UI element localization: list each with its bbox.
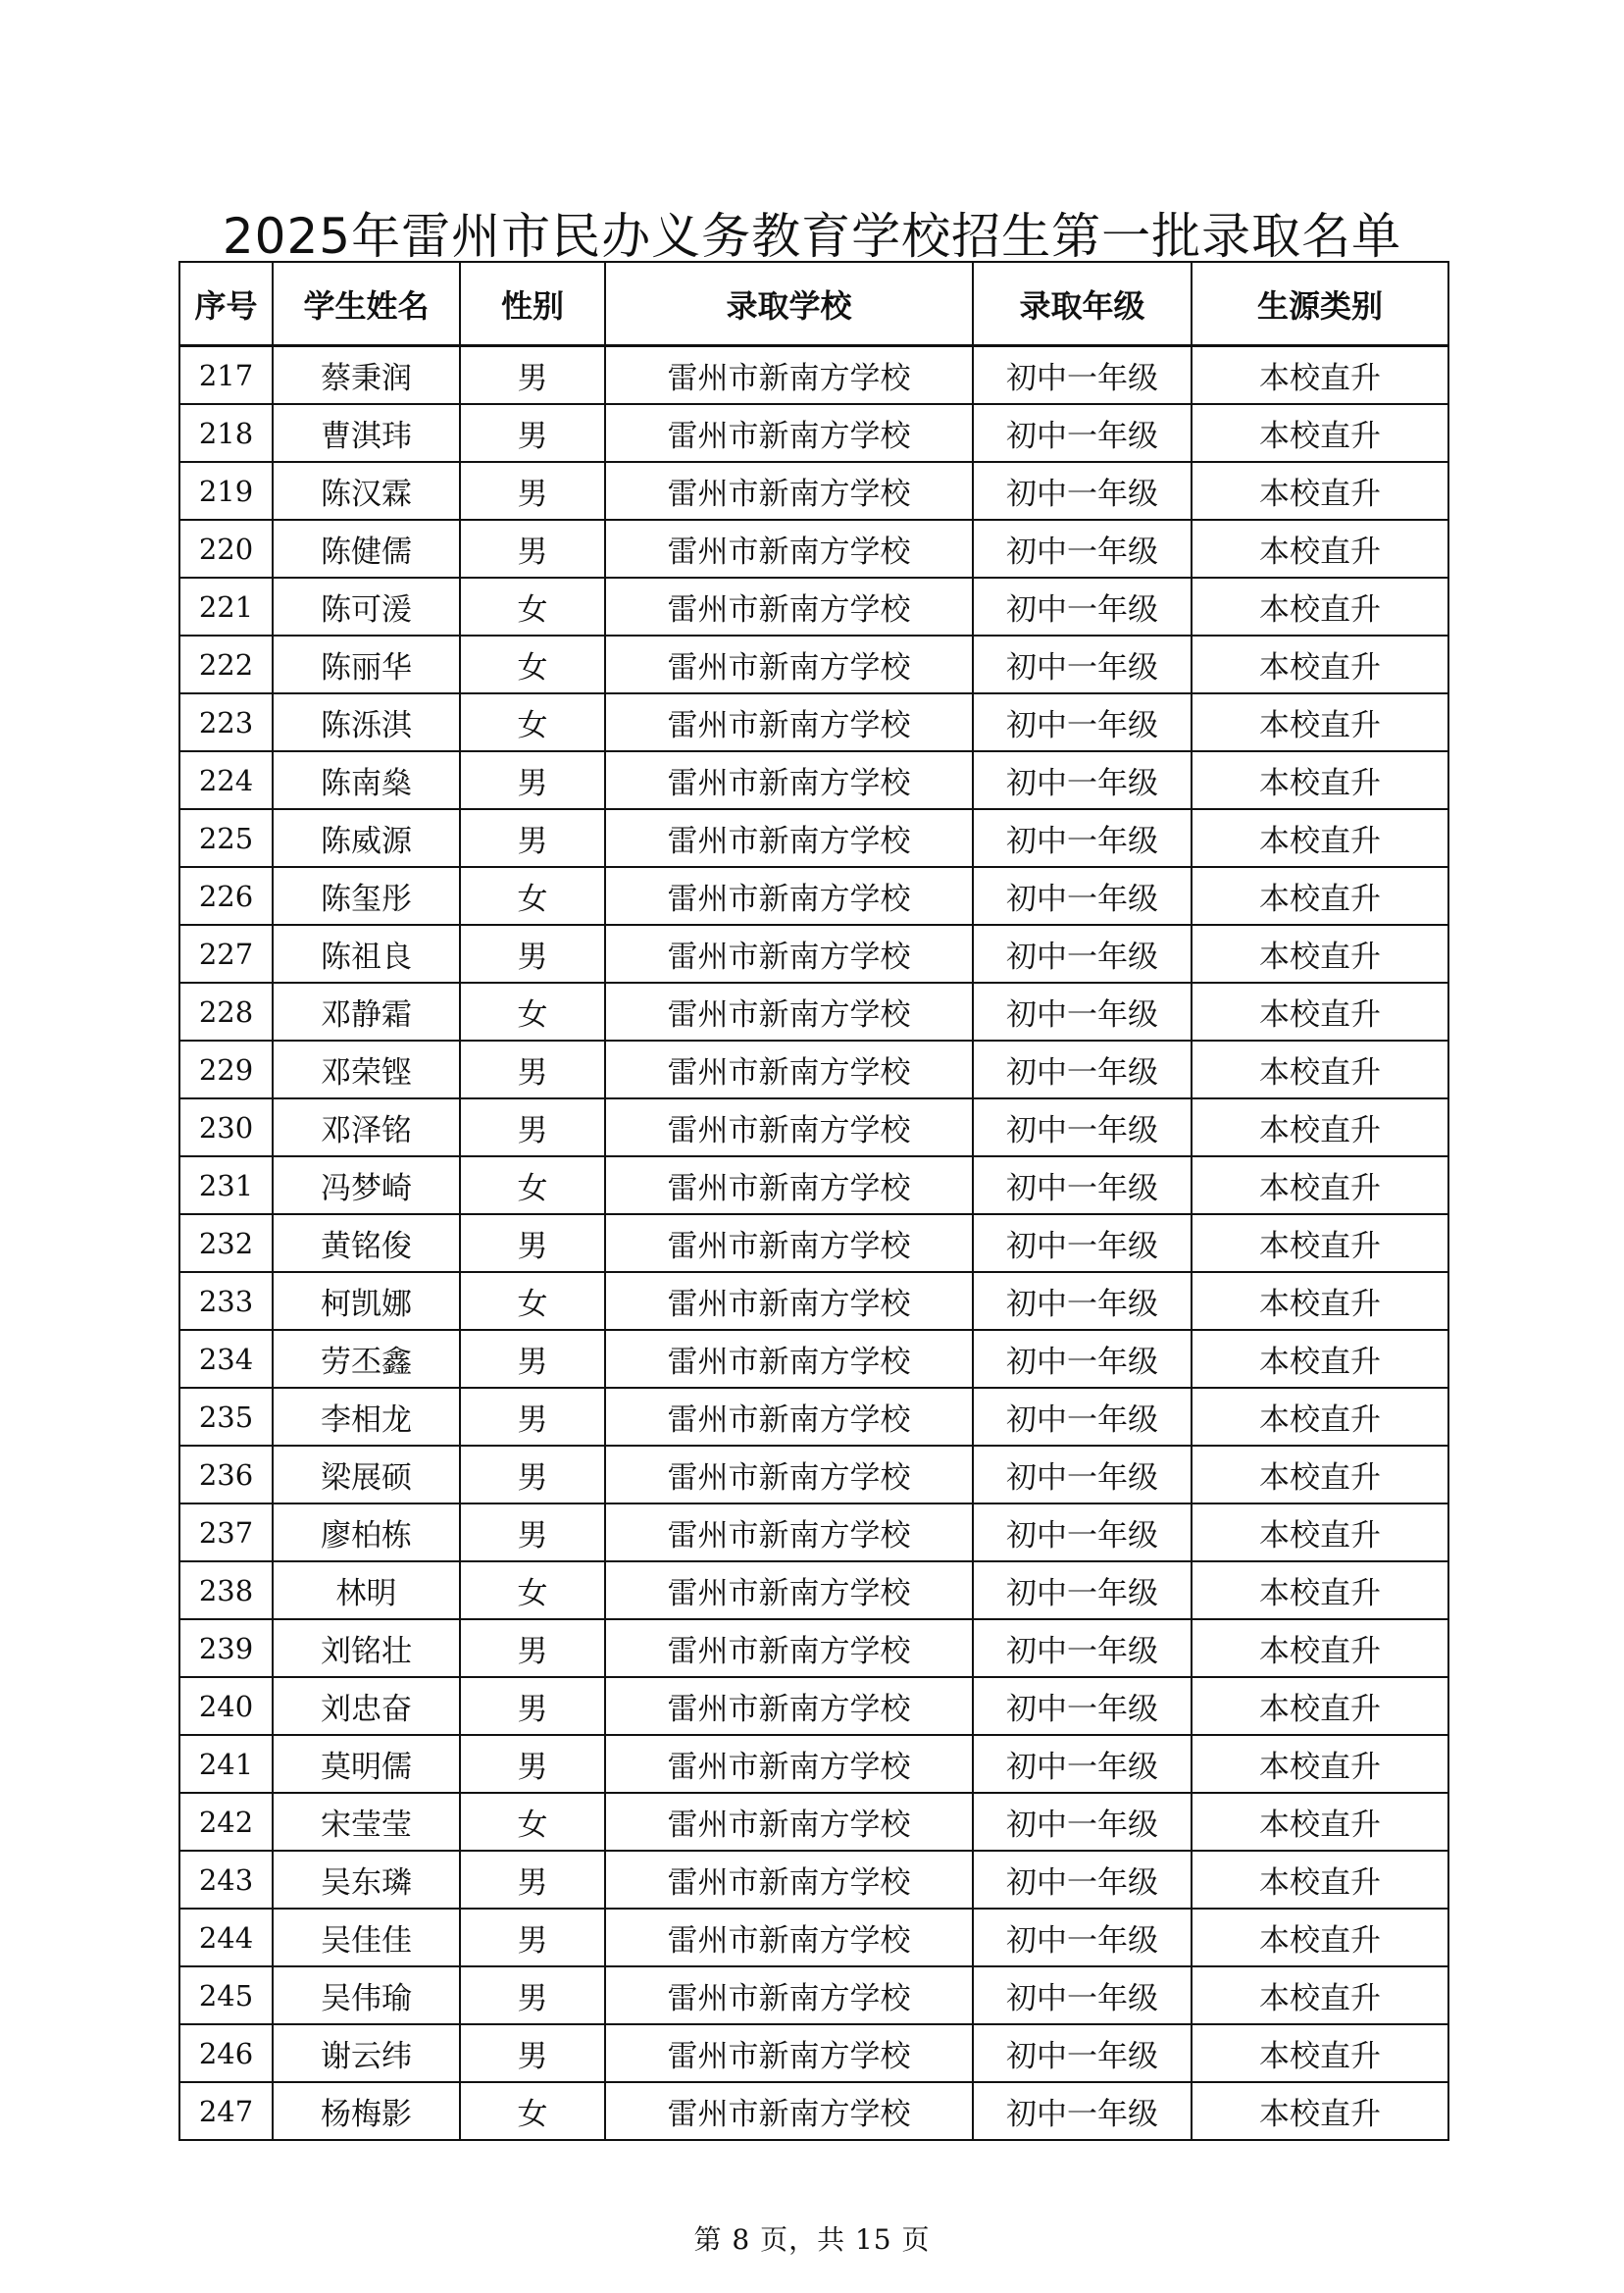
page-footer: 第 8 页，共 15 页 [693, 2223, 931, 2256]
student-name-cell: 刘铭壮 [273, 1619, 460, 1677]
serial-number-cell: 217 [179, 346, 273, 405]
admission-table [178, 261, 1449, 2141]
school-cell: 雷州市新南方学校 [605, 520, 973, 578]
student-name-cell: 吴东璘 [273, 1851, 460, 1909]
serial-number-cell: 231 [179, 1156, 273, 1214]
source-category-cell: 本校直升 [1192, 1446, 1448, 1503]
student-name-cell: 陈健儒 [273, 520, 460, 578]
grade-cell: 初中一年级 [973, 693, 1192, 751]
gender-cell: 男 [460, 1619, 605, 1677]
table-row [179, 751, 1448, 809]
school-cell: 雷州市新南方学校 [605, 1388, 973, 1446]
table-row [179, 1677, 1448, 1735]
header-student-name: 学生姓名 [273, 262, 460, 346]
page-title: 2025年雷州市民办义务教育学校招生第一批录取名单 [222, 207, 1402, 265]
school-cell: 雷州市新南方学校 [605, 1098, 973, 1156]
serial-number-cell: 225 [179, 809, 273, 867]
source-category-cell: 本校直升 [1192, 1851, 1448, 1909]
gender-cell: 男 [460, 462, 605, 520]
student-name-cell: 邓荣铿 [273, 1041, 460, 1098]
table-row [179, 1041, 1448, 1098]
school-cell: 雷州市新南方学校 [605, 1446, 973, 1503]
student-name-cell: 曹淇玮 [273, 404, 460, 462]
header-gender: 性别 [460, 262, 605, 346]
source-category-cell: 本校直升 [1192, 462, 1448, 520]
source-category-cell: 本校直升 [1192, 867, 1448, 925]
school-cell: 雷州市新南方学校 [605, 462, 973, 520]
gender-cell: 男 [460, 404, 605, 462]
school-cell: 雷州市新南方学校 [605, 1735, 973, 1793]
school-cell: 雷州市新南方学校 [605, 1561, 973, 1619]
serial-number-cell: 240 [179, 1677, 273, 1735]
table-row [179, 462, 1448, 520]
source-category-cell: 本校直升 [1192, 1041, 1448, 1098]
serial-number-cell: 234 [179, 1330, 273, 1388]
serial-number-cell: 227 [179, 925, 273, 983]
source-category-cell: 本校直升 [1192, 1388, 1448, 1446]
school-cell: 雷州市新南方学校 [605, 809, 973, 867]
table-row [179, 1966, 1448, 2024]
table-row [179, 983, 1448, 1041]
school-cell: 雷州市新南方学校 [605, 1619, 973, 1677]
student-name-cell: 吴伟瑜 [273, 1966, 460, 2024]
serial-number-cell: 238 [179, 1561, 273, 1619]
serial-number-cell: 218 [179, 404, 273, 462]
grade-cell: 初中一年级 [973, 1735, 1192, 1793]
gender-cell: 女 [460, 636, 605, 693]
serial-number-cell: 229 [179, 1041, 273, 1098]
grade-cell: 初中一年级 [973, 983, 1192, 1041]
gender-cell: 女 [460, 867, 605, 925]
gender-cell: 女 [460, 2082, 605, 2140]
gender-cell: 男 [460, 2024, 605, 2082]
serial-number-cell: 226 [179, 867, 273, 925]
grade-cell: 初中一年级 [973, 1793, 1192, 1851]
school-cell: 雷州市新南方学校 [605, 346, 973, 405]
school-cell: 雷州市新南方学校 [605, 867, 973, 925]
source-category-cell: 本校直升 [1192, 693, 1448, 751]
grade-cell: 初中一年级 [973, 1214, 1192, 1272]
table-row [179, 1503, 1448, 1561]
gender-cell: 男 [460, 1214, 605, 1272]
source-category-cell: 本校直升 [1192, 1909, 1448, 1966]
table-row [179, 1735, 1448, 1793]
gender-cell: 男 [460, 346, 605, 405]
source-category-cell: 本校直升 [1192, 1272, 1448, 1330]
student-name-cell: 陈威源 [273, 809, 460, 867]
serial-number-cell: 220 [179, 520, 273, 578]
grade-cell: 初中一年级 [973, 2082, 1192, 2140]
gender-cell: 男 [460, 809, 605, 867]
table-row [179, 809, 1448, 867]
source-category-cell: 本校直升 [1192, 925, 1448, 983]
gender-cell: 男 [460, 1503, 605, 1561]
serial-number-cell: 245 [179, 1966, 273, 2024]
table-row [179, 1156, 1448, 1214]
source-category-cell: 本校直升 [1192, 809, 1448, 867]
grade-cell: 初中一年级 [973, 578, 1192, 636]
serial-number-cell: 224 [179, 751, 273, 809]
school-cell: 雷州市新南方学校 [605, 983, 973, 1041]
school-cell: 雷州市新南方学校 [605, 1851, 973, 1909]
grade-cell: 初中一年级 [973, 925, 1192, 983]
table-row [179, 1330, 1448, 1388]
table-row [179, 1851, 1448, 1909]
source-category-cell: 本校直升 [1192, 2082, 1448, 2140]
student-name-cell: 吴佳佳 [273, 1909, 460, 1966]
serial-number-cell: 230 [179, 1098, 273, 1156]
gender-cell: 男 [460, 1041, 605, 1098]
serial-number-cell: 244 [179, 1909, 273, 1966]
table-row [179, 1909, 1448, 1966]
school-cell: 雷州市新南方学校 [605, 2024, 973, 2082]
school-cell: 雷州市新南方学校 [605, 1909, 973, 1966]
table-row [179, 1214, 1448, 1272]
source-category-cell: 本校直升 [1192, 1677, 1448, 1735]
grade-cell: 初中一年级 [973, 1330, 1192, 1388]
table-row [179, 1793, 1448, 1851]
table-row [179, 1561, 1448, 1619]
serial-number-cell: 247 [179, 2082, 273, 2140]
table-row [179, 1272, 1448, 1330]
school-cell: 雷州市新南方学校 [605, 693, 973, 751]
student-name-cell: 劳丕鑫 [273, 1330, 460, 1388]
serial-number-cell: 241 [179, 1735, 273, 1793]
header-serial-number: 序号 [179, 262, 273, 346]
student-name-cell: 李相龙 [273, 1388, 460, 1446]
student-name-cell: 陈南燊 [273, 751, 460, 809]
grade-cell: 初中一年级 [973, 1909, 1192, 1966]
grade-cell: 初中一年级 [973, 462, 1192, 520]
grade-cell: 初中一年级 [973, 1272, 1192, 1330]
grade-cell: 初中一年级 [973, 809, 1192, 867]
serial-number-cell: 223 [179, 693, 273, 751]
gender-cell: 男 [460, 520, 605, 578]
gender-cell: 男 [460, 1446, 605, 1503]
grade-cell: 初中一年级 [973, 1619, 1192, 1677]
source-category-cell: 本校直升 [1192, 1619, 1448, 1677]
student-name-cell: 陈泺淇 [273, 693, 460, 751]
source-category-cell: 本校直升 [1192, 578, 1448, 636]
table-header-row [179, 262, 1448, 346]
school-cell: 雷州市新南方学校 [605, 1677, 973, 1735]
student-name-cell: 陈丽华 [273, 636, 460, 693]
student-name-cell: 蔡秉润 [273, 346, 460, 405]
source-category-cell: 本校直升 [1192, 1735, 1448, 1793]
school-cell: 雷州市新南方学校 [605, 404, 973, 462]
gender-cell: 女 [460, 983, 605, 1041]
header-source-category: 生源类别 [1192, 262, 1448, 346]
gender-cell: 男 [460, 1098, 605, 1156]
school-cell: 雷州市新南方学校 [605, 751, 973, 809]
student-name-cell: 刘忠奋 [273, 1677, 460, 1735]
source-category-cell: 本校直升 [1192, 1214, 1448, 1272]
grade-cell: 初中一年级 [973, 1677, 1192, 1735]
gender-cell: 男 [460, 1909, 605, 1966]
school-cell: 雷州市新南方学校 [605, 1156, 973, 1214]
gender-cell: 男 [460, 1735, 605, 1793]
serial-number-cell: 235 [179, 1388, 273, 1446]
grade-cell: 初中一年级 [973, 1098, 1192, 1156]
student-name-cell: 冯梦崎 [273, 1156, 460, 1214]
table-row [179, 636, 1448, 693]
header-admitted-grade: 录取年级 [973, 262, 1192, 346]
source-category-cell: 本校直升 [1192, 1330, 1448, 1388]
serial-number-cell: 242 [179, 1793, 273, 1851]
serial-number-cell: 239 [179, 1619, 273, 1677]
student-name-cell: 邓泽铭 [273, 1098, 460, 1156]
gender-cell: 男 [460, 1677, 605, 1735]
grade-cell: 初中一年级 [973, 1388, 1192, 1446]
gender-cell: 女 [460, 578, 605, 636]
grade-cell: 初中一年级 [973, 1156, 1192, 1214]
source-category-cell: 本校直升 [1192, 1503, 1448, 1561]
table-row [179, 925, 1448, 983]
student-name-cell: 谢云纬 [273, 2024, 460, 2082]
gender-cell: 女 [460, 1272, 605, 1330]
source-category-cell: 本校直升 [1192, 1966, 1448, 2024]
school-cell: 雷州市新南方学校 [605, 1330, 973, 1388]
student-name-cell: 陈汉霖 [273, 462, 460, 520]
student-name-cell: 杨梅影 [273, 2082, 460, 2140]
table-row [179, 1619, 1448, 1677]
grade-cell: 初中一年级 [973, 1561, 1192, 1619]
student-name-cell: 陈祖良 [273, 925, 460, 983]
student-name-cell: 莫明儒 [273, 1735, 460, 1793]
school-cell: 雷州市新南方学校 [605, 1214, 973, 1272]
school-cell: 雷州市新南方学校 [605, 2082, 973, 2140]
school-cell: 雷州市新南方学校 [605, 1041, 973, 1098]
serial-number-cell: 233 [179, 1272, 273, 1330]
gender-cell: 女 [460, 1793, 605, 1851]
grade-cell: 初中一年级 [973, 1966, 1192, 2024]
gender-cell: 男 [460, 925, 605, 983]
table-row [179, 2082, 1448, 2140]
grade-cell: 初中一年级 [973, 346, 1192, 405]
grade-cell: 初中一年级 [973, 2024, 1192, 2082]
serial-number-cell: 246 [179, 2024, 273, 2082]
school-cell: 雷州市新南方学校 [605, 1272, 973, 1330]
source-category-cell: 本校直升 [1192, 2024, 1448, 2082]
table-row [179, 1098, 1448, 1156]
table-row [179, 1446, 1448, 1503]
student-name-cell: 邓静霜 [273, 983, 460, 1041]
serial-number-cell: 236 [179, 1446, 273, 1503]
table-body [179, 346, 1448, 2141]
source-category-cell: 本校直升 [1192, 636, 1448, 693]
school-cell: 雷州市新南方学校 [605, 1793, 973, 1851]
student-name-cell: 林明 [273, 1561, 460, 1619]
table-row [179, 346, 1448, 405]
table-row [179, 693, 1448, 751]
student-name-cell: 陈玺彤 [273, 867, 460, 925]
school-cell: 雷州市新南方学校 [605, 925, 973, 983]
gender-cell: 男 [460, 1966, 605, 2024]
serial-number-cell: 222 [179, 636, 273, 693]
gender-cell: 女 [460, 1561, 605, 1619]
source-category-cell: 本校直升 [1192, 404, 1448, 462]
student-name-cell: 黄铭俊 [273, 1214, 460, 1272]
table-row [179, 578, 1448, 636]
source-category-cell: 本校直升 [1192, 1098, 1448, 1156]
serial-number-cell: 221 [179, 578, 273, 636]
grade-cell: 初中一年级 [973, 520, 1192, 578]
source-category-cell: 本校直升 [1192, 1793, 1448, 1851]
gender-cell: 女 [460, 1156, 605, 1214]
grade-cell: 初中一年级 [973, 636, 1192, 693]
source-category-cell: 本校直升 [1192, 983, 1448, 1041]
student-name-cell: 宋莹莹 [273, 1793, 460, 1851]
student-name-cell: 柯凯娜 [273, 1272, 460, 1330]
school-cell: 雷州市新南方学校 [605, 1966, 973, 2024]
table-row [179, 404, 1448, 462]
serial-number-cell: 237 [179, 1503, 273, 1561]
grade-cell: 初中一年级 [973, 1851, 1192, 1909]
serial-number-cell: 232 [179, 1214, 273, 1272]
student-name-cell: 梁展硕 [273, 1446, 460, 1503]
serial-number-cell: 228 [179, 983, 273, 1041]
grade-cell: 初中一年级 [973, 867, 1192, 925]
school-cell: 雷州市新南方学校 [605, 636, 973, 693]
source-category-cell: 本校直升 [1192, 751, 1448, 809]
student-name-cell: 廖柏栋 [273, 1503, 460, 1561]
grade-cell: 初中一年级 [973, 1446, 1192, 1503]
grade-cell: 初中一年级 [973, 751, 1192, 809]
gender-cell: 男 [460, 751, 605, 809]
table-row [179, 520, 1448, 578]
school-cell: 雷州市新南方学校 [605, 578, 973, 636]
grade-cell: 初中一年级 [973, 1041, 1192, 1098]
gender-cell: 女 [460, 693, 605, 751]
grade-cell: 初中一年级 [973, 404, 1192, 462]
student-name-cell: 陈可湲 [273, 578, 460, 636]
serial-number-cell: 243 [179, 1851, 273, 1909]
school-cell: 雷州市新南方学校 [605, 1503, 973, 1561]
gender-cell: 男 [460, 1330, 605, 1388]
gender-cell: 男 [460, 1388, 605, 1446]
table-row [179, 867, 1448, 925]
table-row [179, 1388, 1448, 1446]
header-admitted-school: 录取学校 [605, 262, 973, 346]
source-category-cell: 本校直升 [1192, 520, 1448, 578]
grade-cell: 初中一年级 [973, 1503, 1192, 1561]
gender-cell: 男 [460, 1851, 605, 1909]
serial-number-cell: 219 [179, 462, 273, 520]
table-row [179, 2024, 1448, 2082]
source-category-cell: 本校直升 [1192, 346, 1448, 405]
source-category-cell: 本校直升 [1192, 1561, 1448, 1619]
source-category-cell: 本校直升 [1192, 1156, 1448, 1214]
